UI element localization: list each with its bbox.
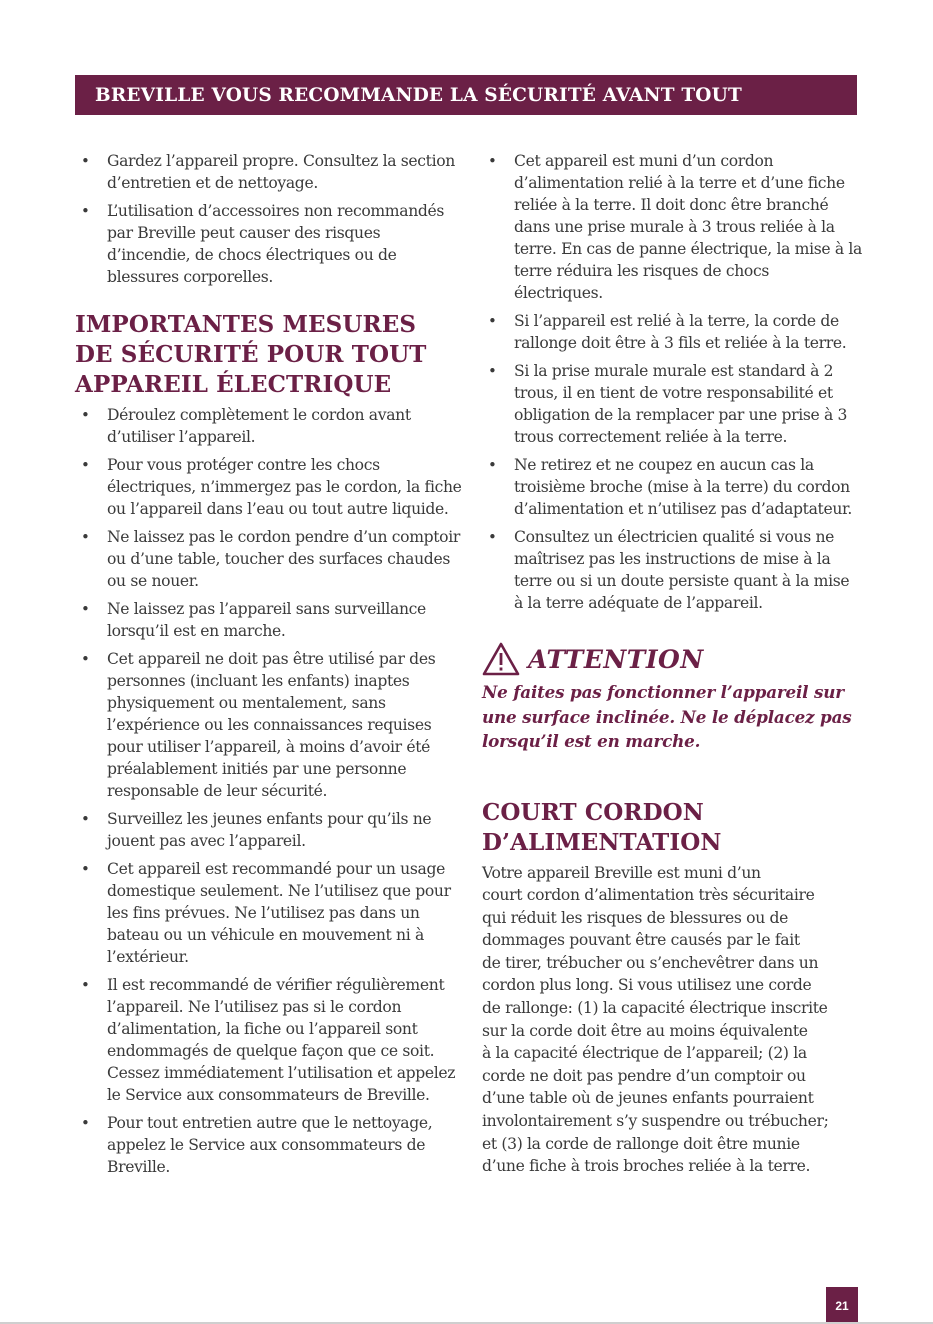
list-item: • Surveillez les jeunes enfants pour qu’ils ne jouent pas avec l’appareil.: [81, 810, 432, 850]
attention-header: [482, 642, 862, 676]
list-item: • Si la prise murale murale est standard à 2 trous, il en tient de votre responsabilité et obligation de la remplacer par une prise à 3 trous correctement reliée à la terre.: [488, 362, 848, 446]
list-item: • Pour vous protéger contre les chocs électriques, n’immergez pas le cordon, la fiche ou l’appareil dans l’eau ou tout autre liquide.: [81, 456, 462, 518]
list-item: • Cet appareil ne doit pas être utilisé par des personnes (incluant les enfants) inaptes physiquement ou mentalement, sans l’expérience ou les connaissances requises pour utiliser l’appareil, à moins d’avoir été préalablement initiés par une personne responsable de leur sécurité.: [81, 650, 436, 800]
list-item: • Déroulez complètement le cordon avant d’utiliser l’appareil.: [81, 406, 411, 446]
top-bullet-list: [75, 150, 465, 288]
list-item: • Consultez un électricien qualité si vous ne maîtrisez pas les instructions de mise à la terre ou si un doute persiste quant à la mise à la terre adéquate de l’appareil.: [488, 528, 850, 612]
attention-title: ATTENTION: [528, 644, 704, 674]
page-number: 21: [826, 1287, 858, 1324]
list-item: • Il est recommandé de vérifier régulièrement l’appareil. Ne l’utilisez pas si le cordon d’alimentation, la fiche ou l’appareil sont endommagés de quelque façon que ce soit. Cessez immédiatement l’utilisation et appelez le Service aux consommateurs de Breville.: [81, 976, 456, 1104]
list-item: • Si l’appareil est relié à la terre, la corde de rallonge doit être à 3 fils et reliée à la terre.: [488, 312, 847, 352]
list-item: • L’utilisation d’accessoires non recommandés par Breville peut causer des risques d’incendie, de chocs électriques ou de blessures corporelles.: [81, 202, 445, 286]
short-cord-paragraph: Votre appareil Breville est muni d’un court cordon d’alimentation très sécuritaire qui réduit les risques de blessures ou de dommages pouvant être causés par le fait de tirer, trébucher ou s’enchevêtrer dans un cordon plus long. Si vous utilisez une corde de rallonge: (1) la capacité électrique inscrite sur la corde doit être au moins équivalente à la capacité électrique de l’appareil; (2) la corde ne doit pas pendre d’un comptoir ou d’une table où de jeunes enfants pourraient involontairement s’y suspendre ou trébucher; et (3) la corde de rallonge doit être munie d’une fiche à trois broches reliée à la terre.: [482, 863, 829, 1176]
left-column: [75, 150, 465, 1184]
section-banner: [75, 75, 857, 115]
list-item: • Cet appareil est recommandé pour un usage domestique seulement. Ne l’utilisez que pour les fins prévues. Ne l’utilisez pas dans un bateau ou un véhicule en mouvement ni à l’extérieur.: [81, 860, 451, 966]
list-item: • Cet appareil est muni d’un cordon d’alimentation relié à la terre et d’une fiche reliée à la terre. Il doit donc être branché dans une prise murale à 3 trous reliée à la terre. En cas de panne électrique, la mise à la terre réduira les risques de chocs électriques.: [488, 152, 862, 302]
right-column: [482, 150, 862, 1178]
list-item: • Ne laissez pas le cordon pendre d’un comptoir ou d’une table, toucher des surfaces chaudes ou se nouer.: [81, 528, 460, 590]
list-item: • Ne retirez et ne coupez en aucun cas la troisième broche (mise à la terre) du cordon d’alimentation et n’utilisez pas d’adaptateur.: [488, 456, 853, 518]
safety-heading: IMPORTANTES MESURES DE SÉCURITÉ POUR TOUT APPAREIL ÉLECTRIQUE: [75, 311, 427, 398]
warning-triangle-icon: [482, 642, 520, 676]
safety-bullet-list: [75, 404, 465, 1178]
list-item: • Pour tout entretien autre que le nettoyage, appelez le Service aux consommateurs de Breville.: [81, 1114, 433, 1176]
banner-title: BREVILLE VOUS RECOMMANDE LA SÉCURITÉ AVANT TOUT: [95, 84, 742, 106]
list-item: • Gardez l’appareil propre. Consultez la section d’entretien et de nettoyage.: [81, 152, 455, 192]
attention-text: Ne faites pas fonctionner l’appareil sur une surface inclinée. Ne le déplacez pas lorsqu’il est en marche.: [482, 682, 852, 751]
short-cord-heading: COURT CORDON D’ALIMENTATION: [482, 798, 722, 856]
grounding-bullet-list: [482, 150, 862, 614]
list-item: • Ne laissez pas l’appareil sans surveillance lorsqu’il est en marche.: [81, 600, 426, 640]
